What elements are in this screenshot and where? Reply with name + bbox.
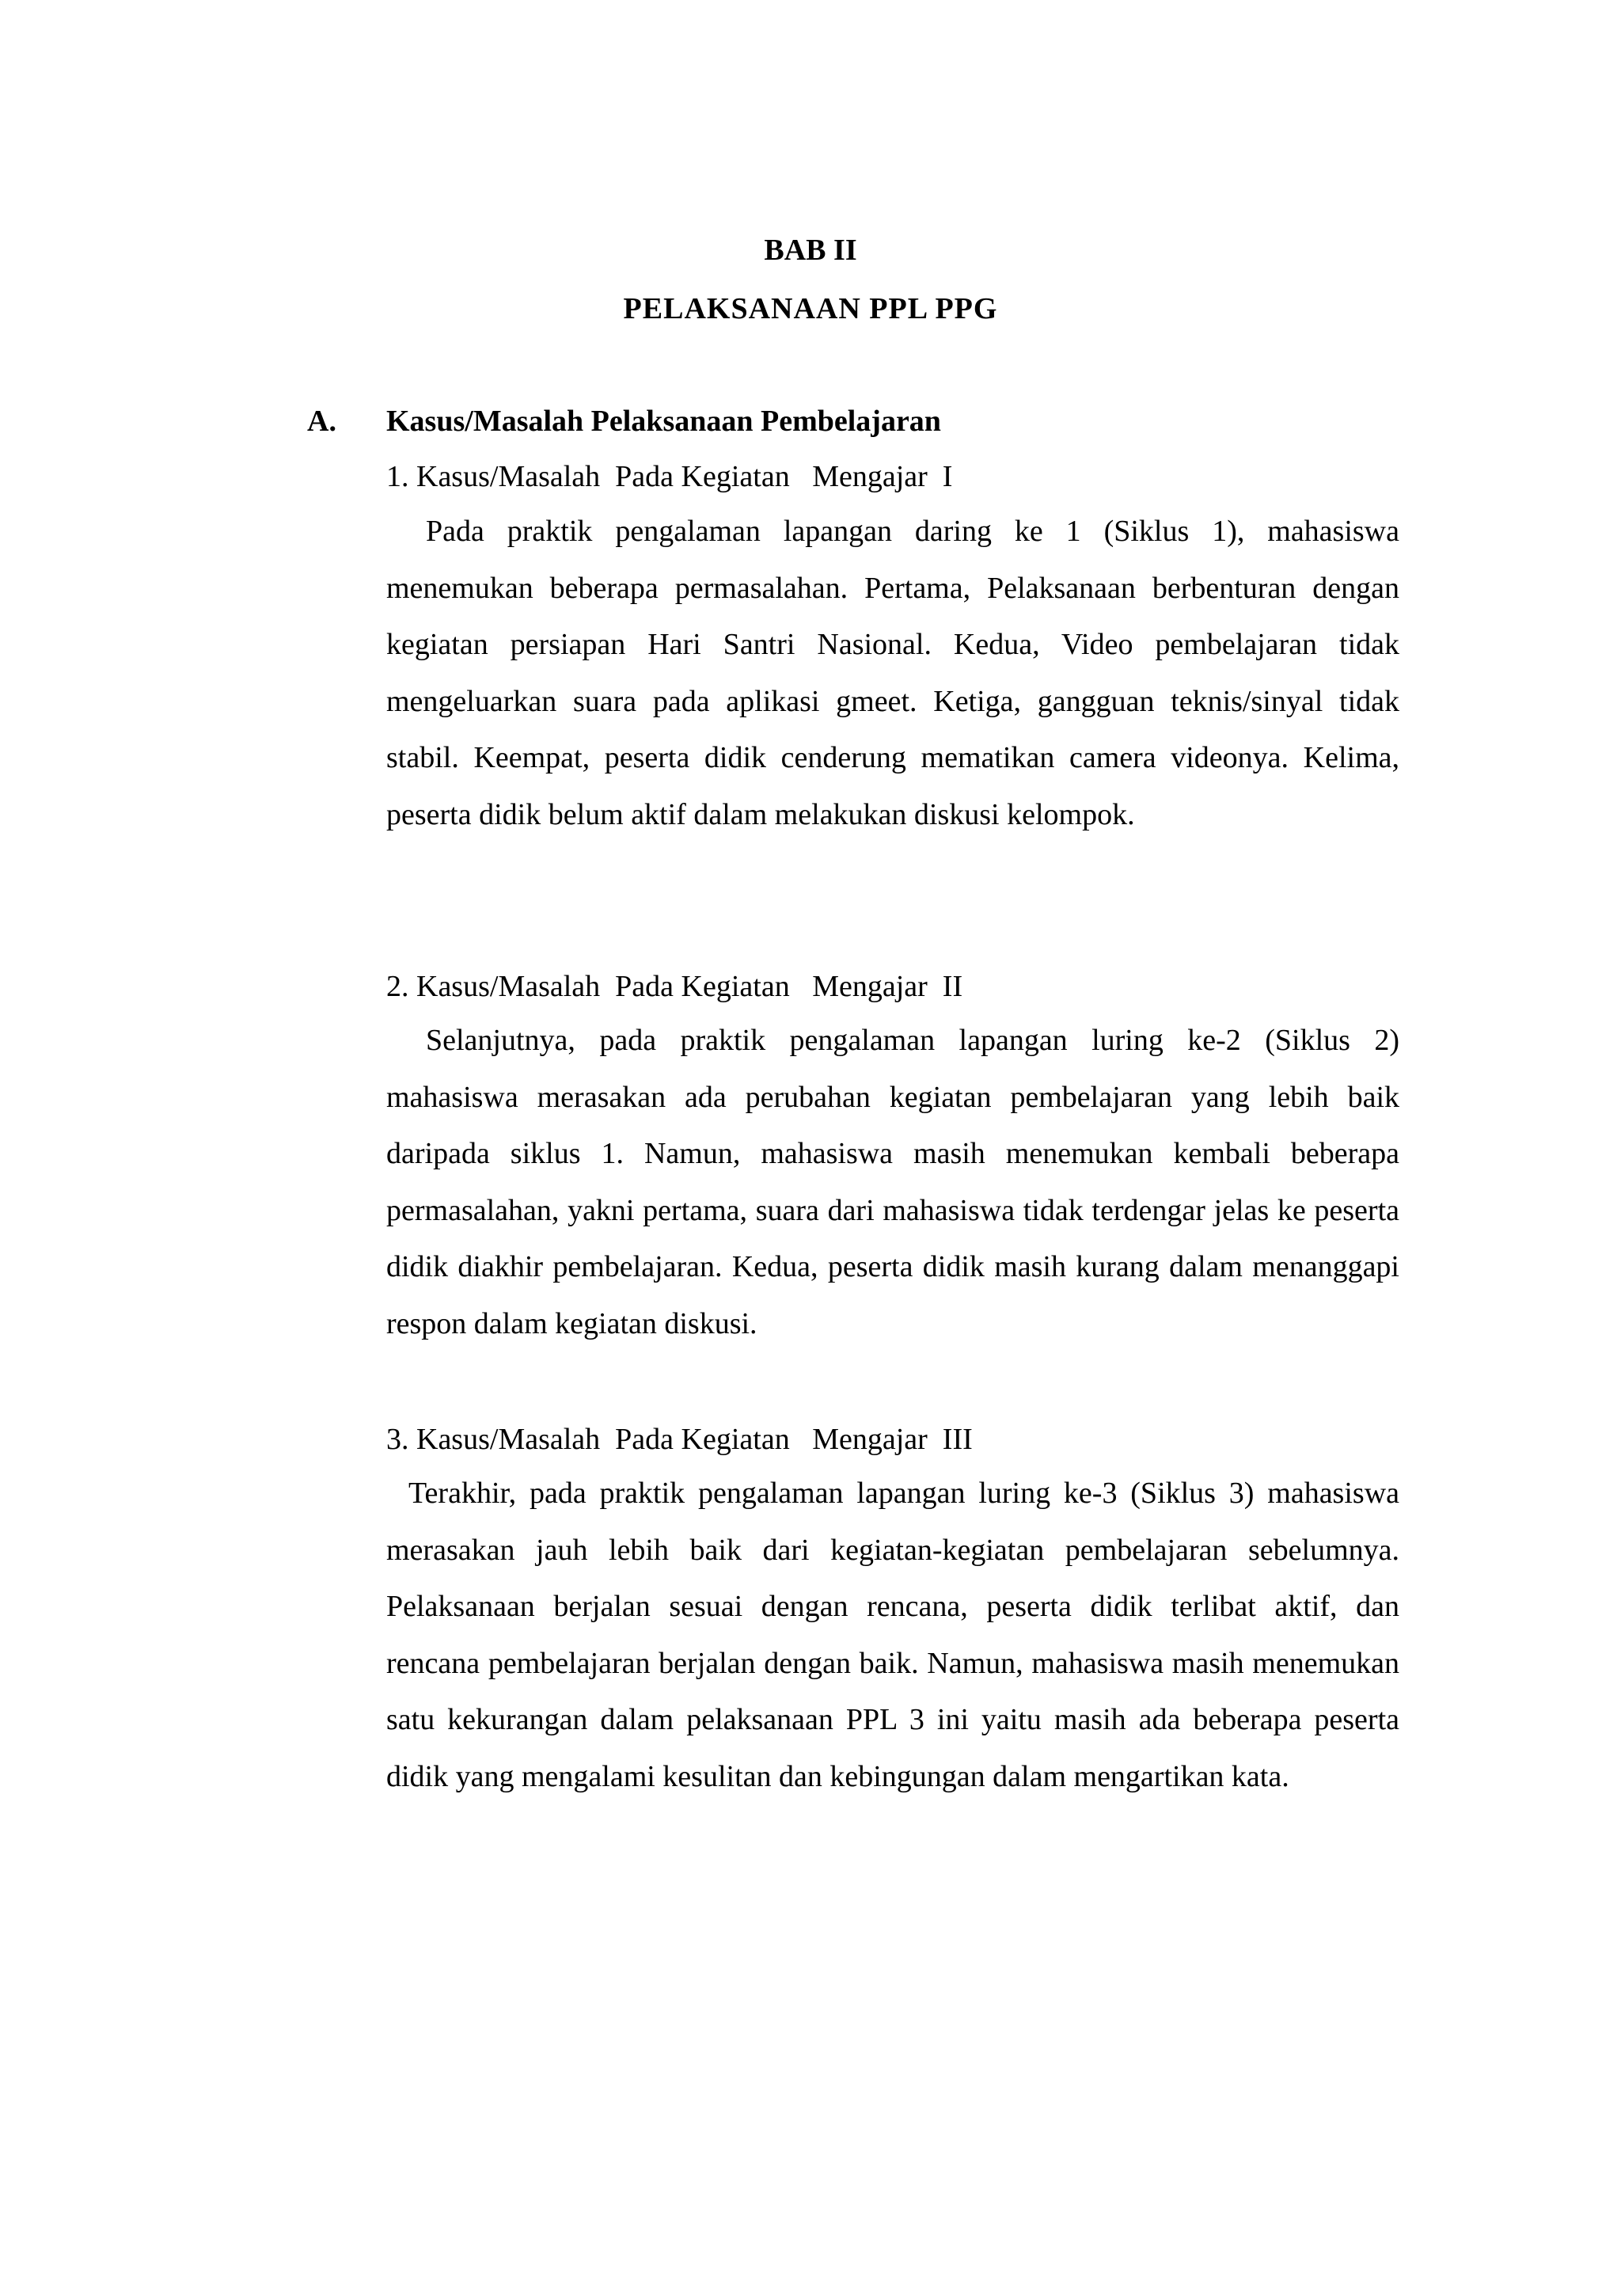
subsection-3-paragraph [386, 1465, 1399, 1805]
chapter-title: BAB II [764, 234, 857, 267]
subsection-2-body: Selanjutnya, pada praktik pengalaman lapangan luring ke-2 (Siklus 2) mahasiswa merasakan ada perubahan kegiatan pembelajaran yang lebih baik daripada siklus 1. Namun, mahasiswa masih menemukan kembali beberapa permasalahan, yakni pertama, suara dari mahasiswa tidak terdengar jelas ke peserta didik diakhir pembelajaran. Kedua, peserta didik masih kurang dalam menanggapi respon dalam kegiatan diskusi. [386, 1024, 1399, 1340]
subsection-1-heading: 1. Kasus/Masalah Pada Kegiatan Mengajar I [386, 460, 953, 493]
subsection-1-paragraph [386, 504, 1399, 843]
chapter-subtitle: PELAKSANAAN PPL PPG [623, 292, 998, 325]
section-title: Kasus/Masalah Pelaksanaan Pembelajaran [386, 405, 941, 438]
subsection-1-body: Pada praktik pengalaman lapangan daring ke 1 (Siklus 1), mahasiswa menemukan beberapa permasalahan. Pertama, Pelaksanaan berbenturan dengan kegiatan persiapan Hari Santri Nasional. Kedua, Video pembelajaran tidak mengeluarkan suara pada aplikasi gmeet. Ketiga, gangguan teknis/sinyal tidak stabil. Keempat, peserta didik cenderung mematikan camera videonya. Kelima, peserta didik belum aktif dalam melakukan diskusi kelompok. [386, 515, 1399, 831]
subsection-2-paragraph [386, 1013, 1399, 1352]
subsection-3-body: Terakhir, pada praktik pengalaman lapangan luring ke-3 (Siklus 3) mahasiswa merasakan jauh lebih baik dari kegiatan-kegiatan pembelajaran sebelumnya. Pelaksanaan berjalan sesuai dengan rencana, peserta didik terlibat aktif, dan rencana pembelajaran berjalan dengan baik. Namun, mahasiswa masih menemukan satu kekurangan dalam pelaksanaan PPL 3 ini yaitu masih ada beberapa peserta didik yang mengalami kesulitan dan kebingungan dalam mengartikan kata. [386, 1477, 1399, 1793]
section-letter: A. [307, 405, 336, 438]
subsection-2-heading: 2. Kasus/Masalah Pada Kegiatan Mengajar II [386, 970, 963, 1003]
subsection-3-heading: 3. Kasus/Masalah Pada Kegiatan Mengajar III [386, 1423, 973, 1456]
